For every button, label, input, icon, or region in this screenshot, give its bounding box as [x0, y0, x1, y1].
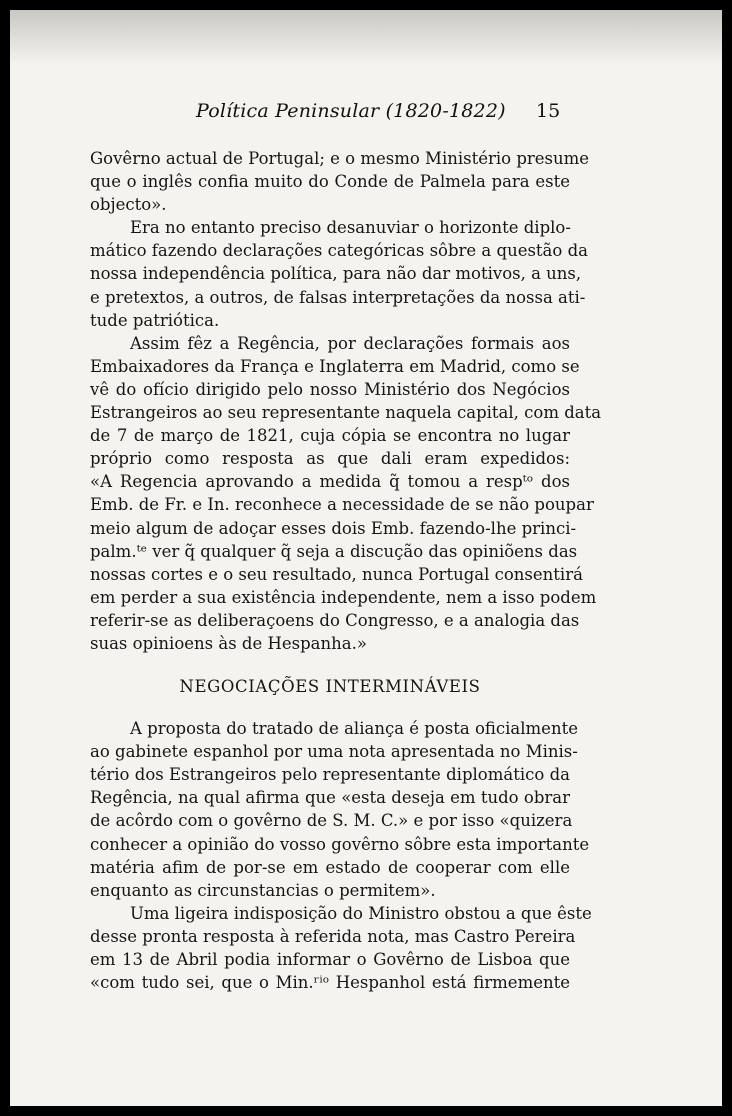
- text-line: Emb. de Fr. e In. reconhece a necessidade de se não poupar: [90, 495, 594, 515]
- body-text: [90, 147, 602, 994]
- running-title: Política Peninsular (1820-1822): [196, 100, 506, 122]
- text-line: objecto».: [90, 195, 167, 215]
- section-heading: NEGOCIAÇÕES INTERMINÁVEIS: [179, 677, 481, 697]
- text-line: palm.ᵗᵉ ver q̃ qualquer q̃ seja a discução das opiniõens das: [90, 541, 578, 561]
- text-line: Regência, na qual afirma que «esta deseja em tudo obrar: [90, 788, 570, 808]
- text-line: Uma ligeira indisposição do Ministro obstou a que êste: [130, 903, 592, 923]
- text-line: tério dos Estrangeiros pelo representante diplomático da: [90, 765, 570, 785]
- paragraph-3: [90, 332, 602, 655]
- text-line: próprio como resposta as que dali eram expedidos:: [90, 449, 570, 469]
- text-line: suas opinioens às de Hespanha.»: [90, 633, 367, 653]
- book-page: [10, 10, 722, 1106]
- text-line: nossa independência política, para não dar motivos, a uns,: [90, 264, 582, 284]
- text-line: de 7 de março de 1821, cuja cópia se encontra no lugar: [90, 426, 570, 446]
- text-line: Era no entanto preciso desanuviar o horizonte diplo-: [130, 218, 571, 238]
- text-line: «A Regencia aprovando a medida q̃ tomou a respᵗᵒ dos: [90, 472, 570, 492]
- text-line: referir-se as deliberaçoens do Congresso, e a analogia das: [90, 610, 580, 630]
- text-line: ao gabinete espanhol por uma nota apresentada no Minis-: [90, 742, 578, 762]
- text-line: enquanto as circunstancias o permitem».: [90, 880, 436, 900]
- text-line: Embaixadores da França e Inglaterra em Madrid, como se: [90, 356, 580, 376]
- text-line: matéria afim de por-se em estado de cooperar com elle: [90, 857, 570, 877]
- text-line: em 13 de Abril podia informar o Govêrno de Lisboa que: [90, 950, 570, 969]
- paragraph-4: [90, 717, 590, 902]
- text-line: tude patriótica.: [90, 310, 220, 330]
- text-line: Govêrno actual de Portugal; e o mesmo Ministério presume: [90, 149, 590, 168]
- text-line: e pretextos, a outros, de falsas interpretações da nossa ati-: [90, 287, 586, 307]
- paragraph-1: [90, 147, 590, 216]
- text-line: mático fazendo declarações categóricas sôbre a questão da: [90, 241, 588, 261]
- text-line: desse pronta resposta à referida nota, mas Castro Pereira: [90, 926, 576, 946]
- paragraph-2: [90, 216, 588, 331]
- page-number: 15: [536, 100, 561, 122]
- page-header: [10, 100, 722, 130]
- text-line: vê do ofício dirigido pelo nosso Ministério dos Negócios: [90, 379, 570, 399]
- text-line: em perder a sua existência independente, nem a isso podem: [90, 587, 597, 607]
- text-line: conhecer a opinião do vosso govêrno sôbre esta importante: [90, 834, 590, 854]
- text-line: que o inglês confia muito do Conde de Palmela para este: [90, 172, 570, 192]
- text-line: nossas cortes e o seu resultado, nunca Portugal consentirá: [90, 564, 583, 584]
- text-line: de acôrdo com o govêrno de S. M. C.» e por isso «quizera: [90, 811, 573, 831]
- text-line: Assim fêz a Regência, por declarações formais aos: [130, 333, 570, 353]
- text-line: A proposta do tratado de aliança é posta oficialmente: [130, 719, 578, 739]
- text-line: Estrangeiros ao seu representante naquela capital, com data: [90, 403, 602, 423]
- text-line: meio algum de adoçar esses dois Emb. fazendo-lhe princi-: [90, 518, 577, 538]
- paragraph-5: [90, 902, 592, 994]
- text-line: «com tudo sei, que o Min.ʳⁱᵒ Hespanhol está firmemente: [90, 973, 570, 993]
